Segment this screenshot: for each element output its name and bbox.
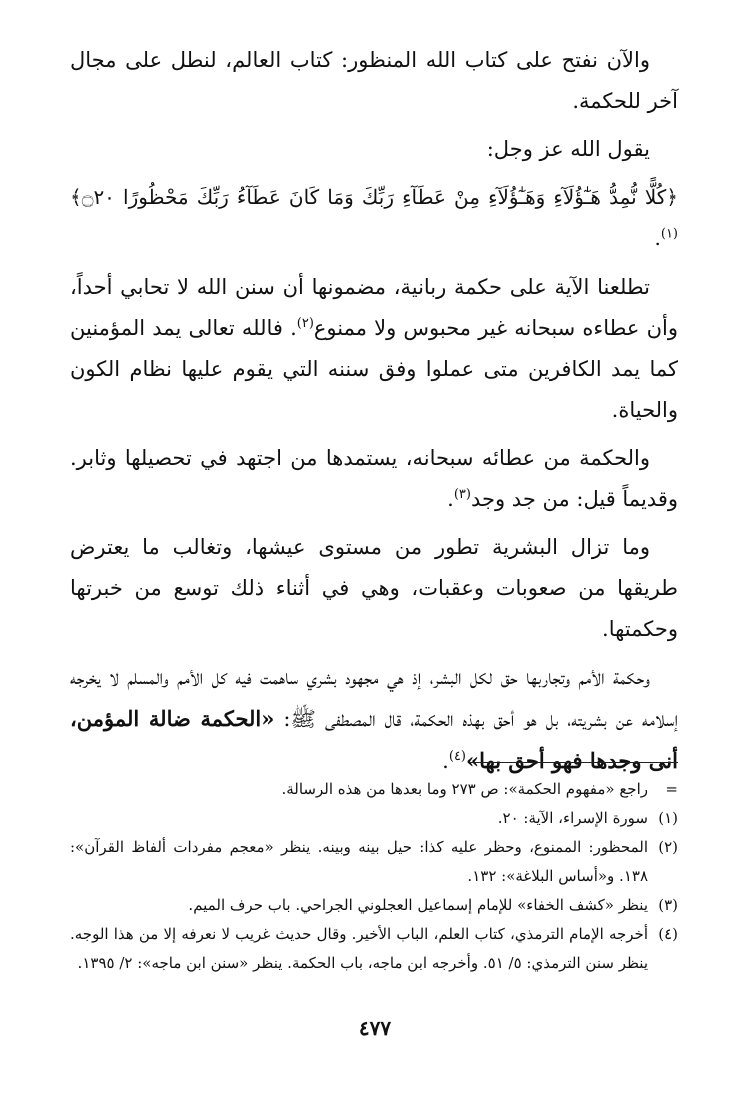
paragraph-2: يقول الله عز وجل: bbox=[486, 137, 650, 161]
paragraph-3-text-b: . فالله تعالى يمد المؤمنين كما يمد الكافرين متى عملوا وفق سننه التي يقوم عليها نظام الكون والحياة. bbox=[70, 316, 678, 422]
footnote-text: أخرجه الإمام الترمذي، كتاب العلم، الباب الأخير. وقال حديث غريب لا نعرفه إلا من هذا الوجه. ينظر سنن الترمذي: ٥/ ٥١. وأخرجه ابن ماجه، باب الحكمة. ينظر «سنن ابن ماجه»: ٢/ ١٣٩٥. bbox=[70, 925, 648, 972]
footnote-marker: = bbox=[665, 780, 678, 798]
paragraph-6-end: . bbox=[442, 749, 449, 773]
paragraph-3-text-a: تطلعنا الآية على حكمة ربانية، مضمونها أن سنن الله لا تحابي أحداً، وأن عطاءه سبحانه غير محبوس ولا ممنوع bbox=[70, 275, 678, 340]
quran-verse bbox=[70, 177, 678, 259]
paragraph-6-text: وحكمة الأمم وتجاربها حق لكل البشر، إذ هي مجهود بشري ساهمت فيه كل الأمم والمسلم لا يخرجه إسلامه عن بشريته، بل هو أحق بهذه الحكمة، قال المصطفى ﷺ: bbox=[70, 665, 678, 731]
verse-text: كُلًّا نُّمِدُّ هَـٰٓؤُلَآءِ وَهَـٰٓؤُلَآءِ مِنْ عَطَآءِ رَبِّكَ وَمَا كَانَ عَطَآءُ رَبِّكَ مَحْظُورًا bbox=[123, 185, 667, 209]
main-text bbox=[70, 40, 678, 789]
paragraph-4 bbox=[70, 438, 678, 520]
page-number: ٤٧٧ bbox=[358, 1016, 392, 1040]
footnote-text: المحظور: الممنوع، وحظر عليه كذا: حيل بينه وبينه. ينظر «معجم مفردات ألفاظ القرآن»: ١٣٨. و«أساس البلاغة»: ١٣٢. bbox=[70, 838, 648, 885]
paragraph-1: والآن نفتح على كتاب الله المنظور: كتاب العالم، لنطل على مجال آخر للحكمة. bbox=[70, 48, 678, 113]
footnote-marker: (٣) bbox=[658, 896, 678, 914]
paragraph-3 bbox=[70, 267, 678, 431]
verse-end: . bbox=[654, 226, 661, 250]
footnote-text: ينظر «كشف الخفاء» للإمام إسماعيل العجلوني الجراحي. باب حرف الميم. bbox=[188, 896, 648, 914]
footnote-3 bbox=[70, 891, 678, 920]
footnote-marker: (١) bbox=[658, 809, 678, 827]
footnote-marker: (٤) bbox=[658, 925, 678, 943]
footnote-4 bbox=[70, 920, 678, 978]
footnote-1 bbox=[70, 804, 678, 833]
footnote-divider bbox=[470, 762, 678, 763]
footnote-ref-1[interactable]: (١) bbox=[660, 226, 678, 242]
footnote-ref-2[interactable]: (٢) bbox=[296, 316, 314, 331]
footnotes bbox=[70, 775, 678, 978]
footnote-marker: (٢) bbox=[658, 838, 678, 856]
verse-number: ۝٢٠ bbox=[81, 185, 115, 209]
hadith-quote: «الحكمة ضالة المؤمن، أنى وجدها فهو أحق بها» bbox=[70, 706, 678, 773]
footnote-text: راجع «مفهوم الحكمة»: ص ٢٧٣ وما بعدها من هذه الرسالة. bbox=[281, 780, 648, 798]
paragraph-5: وما تزال البشرية تطور من مستوى عيشها، وتغالب ما يعترض طريقها من صعوبات وعقبات، وهي في أثناء ذلك توسع من خبرتها وحكمتها. bbox=[70, 535, 678, 641]
footnote-ref-3[interactable]: (٣) bbox=[453, 487, 471, 502]
verse-open-bracket: ﴿ bbox=[666, 185, 679, 209]
paragraph-4-text-a: والحكمة من عطائه سبحانه، يستمدها من اجتهد في تحصيلها وثابر. وقديماً قيل: من جد وجد bbox=[70, 446, 678, 511]
footnote-ref-4[interactable]: (٤) bbox=[448, 749, 466, 764]
footnote-text: سورة الإسراء، الآية: ٢٠. bbox=[497, 809, 648, 827]
footnote-2 bbox=[70, 833, 678, 891]
verse-close-bracket: ﴾ bbox=[70, 185, 82, 209]
footnote-continuation bbox=[70, 775, 678, 804]
paragraph-6 bbox=[70, 657, 678, 782]
paragraph-4-text-b: . bbox=[447, 487, 454, 511]
